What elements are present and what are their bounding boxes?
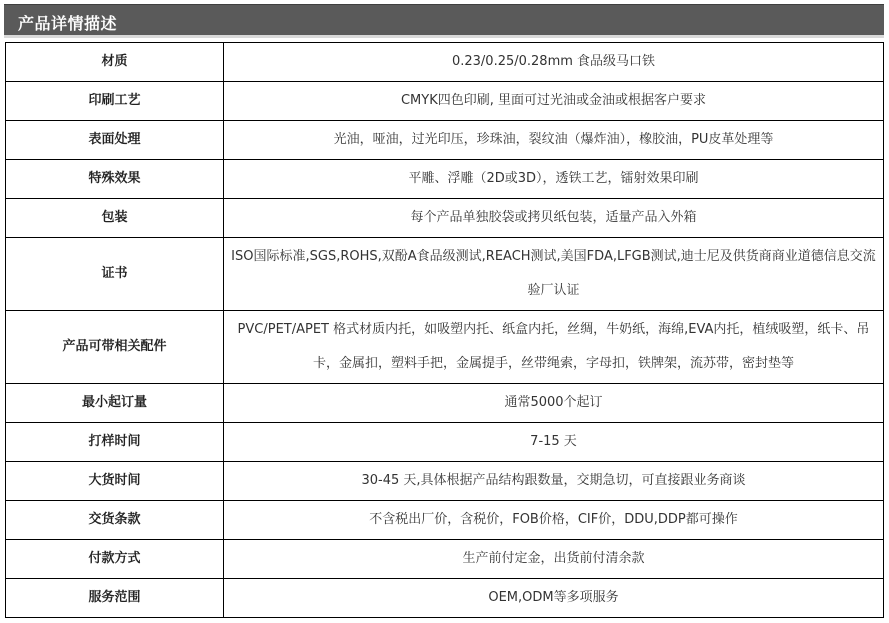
spec-label: 交货条款	[6, 501, 224, 540]
spec-row-surface	[6, 121, 884, 160]
section-title: 产品详情描述	[18, 14, 118, 33]
spec-label: 表面处理	[6, 121, 224, 160]
spec-label: 付款方式	[6, 540, 224, 579]
spec-value: 通常5000个起订	[224, 384, 884, 423]
spec-value: 平雕、浮雕（2D或3D），透铁工艺，镭射效果印刷	[224, 160, 884, 199]
spec-row-delivery-terms	[6, 501, 884, 540]
section-header	[4, 4, 884, 38]
spec-value: CMYK四色印刷, 里面可过光油或金油或根据客户要求	[224, 82, 884, 121]
spec-row-material	[6, 43, 884, 82]
spec-value: 每个产品单独胶袋或拷贝纸包装，适量产品入外箱	[224, 199, 884, 238]
spec-row-printing	[6, 82, 884, 121]
spec-row-production-time	[6, 462, 884, 501]
spec-value: PVC/PET/APET 格式材质内托，如吸塑内托、纸盒内托，丝绸，牛奶纸，海绵,EVA内托，植绒吸塑，纸卡、吊卡，金属扣，塑料手把，金属提手，丝带绳索，字母扣，铁牌架，流苏带，密封垫等	[224, 311, 884, 384]
spec-row-certificates	[6, 238, 884, 311]
spec-label: 服务范围	[6, 579, 224, 618]
spec-value: 7-15 天	[224, 423, 884, 462]
spec-label: 特殊效果	[6, 160, 224, 199]
spec-label: 大货时间	[6, 462, 224, 501]
spec-value: 生产前付定金，出货前付清余款	[224, 540, 884, 579]
spec-row-packaging	[6, 199, 884, 238]
spec-value: 30-45 天,具体根据产品结构跟数量，交期急切，可直接跟业务商谈	[224, 462, 884, 501]
spec-label: 产品可带相关配件	[6, 311, 224, 384]
spec-row-sample-time	[6, 423, 884, 462]
spec-value: ISO国际标准,SGS,ROHS,双酚A食品级测试,REACH测试,美国FDA,LFGB测试,迪士尼及供货商商业道德信息交流验厂认证	[224, 238, 884, 311]
spec-row-accessories	[6, 311, 884, 384]
spec-row-service	[6, 579, 884, 618]
spec-value: OEM,ODM等多项服务	[224, 579, 884, 618]
spec-row-payment	[6, 540, 884, 579]
spec-label: 证书	[6, 238, 224, 311]
spec-value: 不含税出厂价，含税价，FOB价格，CIF价，DDU,DDP都可操作	[224, 501, 884, 540]
spec-label: 打样时间	[6, 423, 224, 462]
spec-label: 材质	[6, 43, 224, 82]
spec-row-moq	[6, 384, 884, 423]
spec-label: 最小起订量	[6, 384, 224, 423]
spec-table	[5, 42, 884, 618]
spec-row-effects	[6, 160, 884, 199]
spec-value: 0.23/0.25/0.28mm 食品级马口铁	[224, 43, 884, 82]
spec-label: 包装	[6, 199, 224, 238]
spec-label: 印刷工艺	[6, 82, 224, 121]
spec-value: 光油，哑油，过光印压，珍珠油，裂纹油（爆炸油），橡胶油，PU皮革处理等	[224, 121, 884, 160]
